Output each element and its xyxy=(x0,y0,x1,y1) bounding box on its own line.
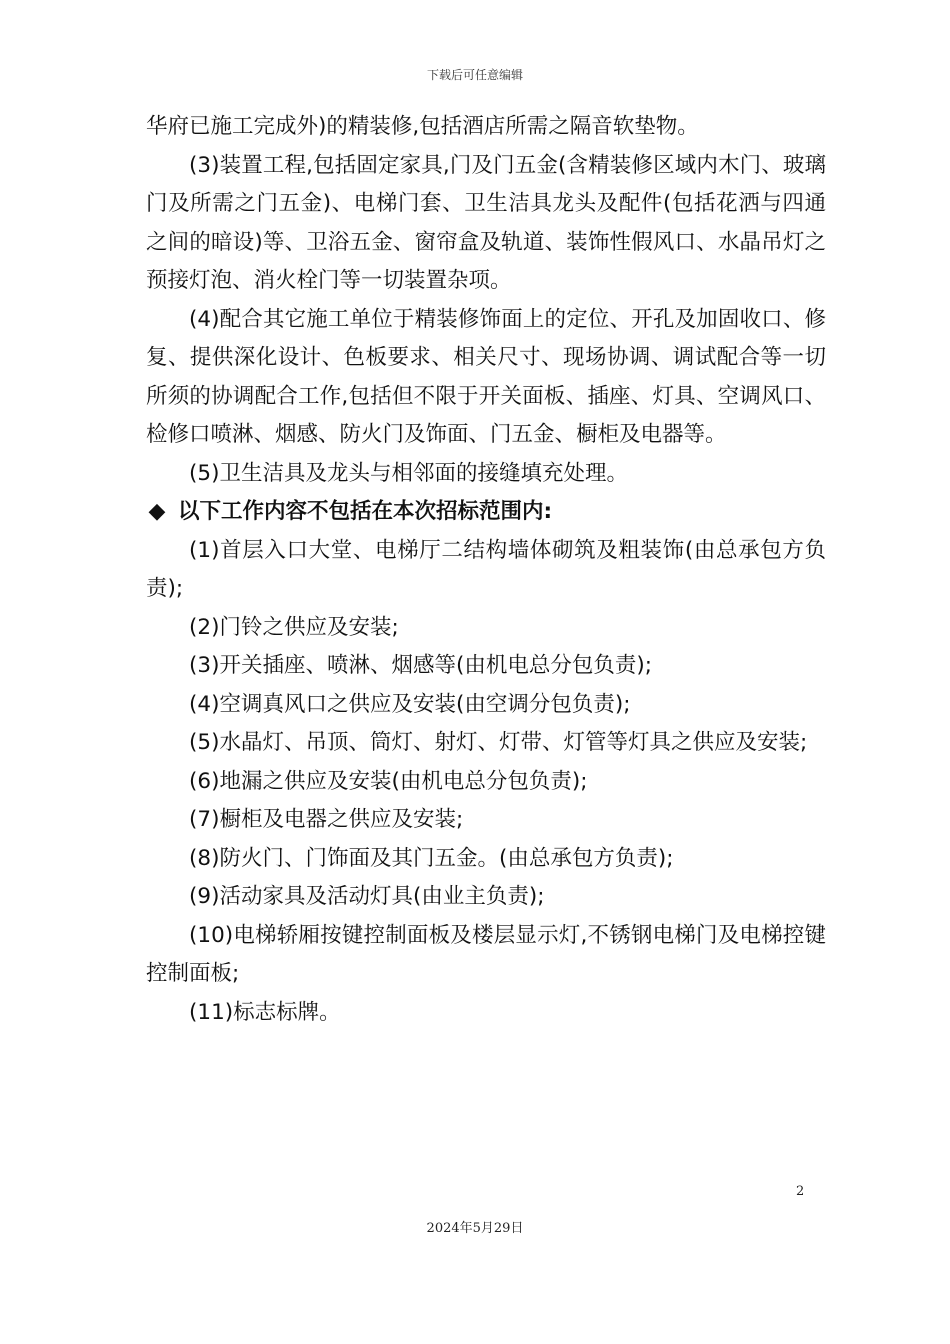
exclusion-item: (11)标志标牌。 xyxy=(189,999,341,1025)
exclusion-item: (4)空调真风口之供应及安装(由空调分包负责); xyxy=(189,691,631,717)
paragraph-item-3: (3)装置工程,包括固定家具,门及门五金(含精装修区域内木门、玻璃门及所需之门五金)、电梯门套、卫生洁具龙头及配件(包括花洒与四通之间的暗设)等、卫浴五金、窗帘盒及轨道、装饰性假风口、水晶吊灯之预接灯泡、消火栓门等一切装置杂项。 xyxy=(146,152,826,293)
exclusion-item: (2)门铃之供应及安装; xyxy=(189,614,399,640)
exclusion-item: (10)电梯轿厢按键控制面板及楼层显示灯,不锈钢电梯门及电梯控键控制面板; xyxy=(146,922,826,986)
document-body xyxy=(146,108,826,1032)
exclusion-item: (5)水晶灯、吊顶、筒灯、射灯、灯带、灯管等灯具之供应及安装; xyxy=(189,730,808,755)
exclusions-heading-text: 以下工作内容不包括在本次招标范围内: xyxy=(178,499,553,524)
paragraph-item-4: (4)配合其它施工单位于精装修饰面上的定位、开孔及加固收口、修复、提供深化设计、色板要求、相关尺寸、现场协调、调试配合等一切所须的协调配合工作,包括但不限于开关面板、插座、灯具、空调风口、检修口喷淋、烟感、防火门及饰面、门五金、橱柜及电器等。 xyxy=(146,306,826,447)
diamond-bullet-icon: ◆ xyxy=(148,499,166,524)
exclusion-item: (7)橱柜及电器之供应及安装; xyxy=(189,807,464,832)
paragraph-item-5: (5)卫生洁具及龙头与相邻面的接缝填充处理。 xyxy=(189,460,628,486)
page-number: 2 xyxy=(796,1184,805,1199)
exclusions-heading xyxy=(146,493,826,532)
paragraph-continuation: 华府已施工完成外)的精装修,包括酒店所需之隔音软垫物。 xyxy=(146,114,699,139)
exclusion-item: (6)地漏之供应及安装(由机电总分包负责); xyxy=(189,768,588,794)
page-header: 下载后可任意编辑 xyxy=(426,68,523,82)
exclusion-item: (8)防火门、门饰面及其门五金。(由总承包方负责); xyxy=(189,845,674,871)
exclusion-item: (3)开关插座、喷淋、烟感等(由机电总分包负责); xyxy=(189,653,652,678)
page-footer-date: 2024年5月29日 xyxy=(426,1221,524,1236)
exclusion-item: (1)首层入口大堂、电梯厅二结构墙体砌筑及粗装饰(由总承包方负责); xyxy=(146,537,826,601)
exclusion-item: (9)活动家具及活动灯具(由业主负责); xyxy=(189,884,545,909)
